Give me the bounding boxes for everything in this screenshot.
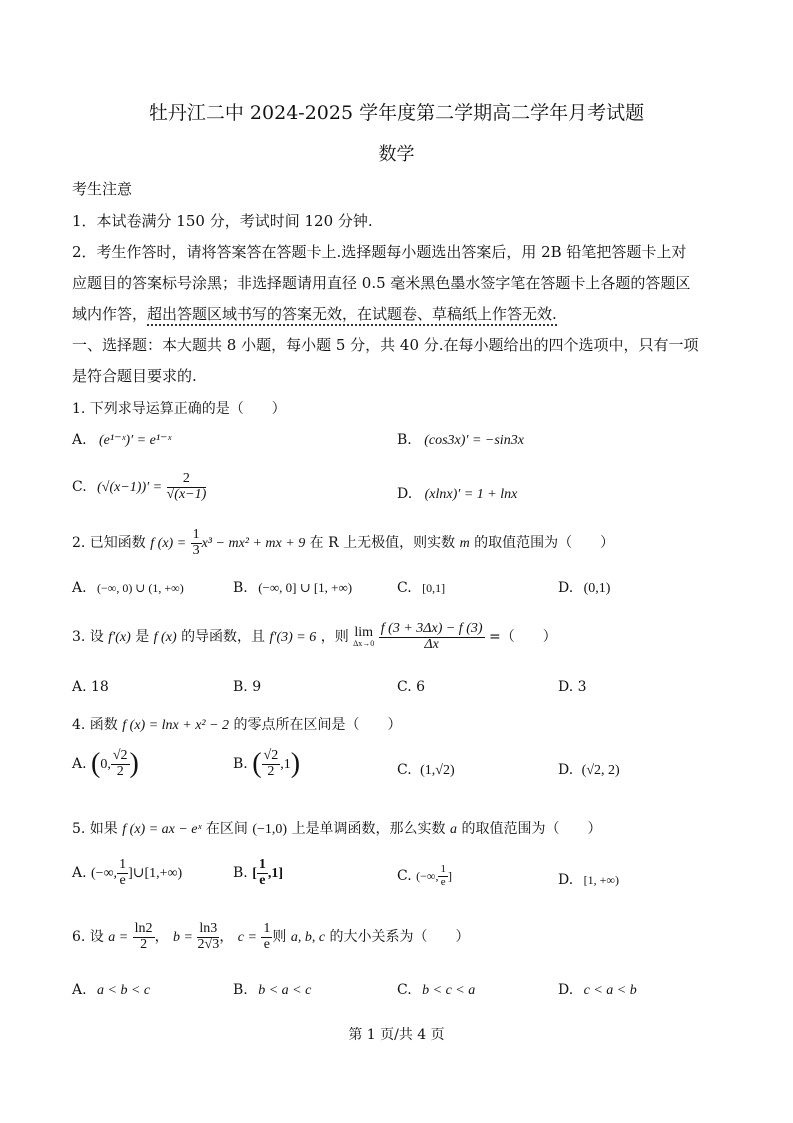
option-label: D. [558,580,574,596]
math-expr: b < c < a [422,983,476,998]
exam-title: 牡丹江二中 2024-2025 学年度第二学期高二学年月考试题 [148,102,645,124]
math-expr: (−∞, 0] ∪ [1, +∞) [258,580,353,595]
fraction [111,749,130,779]
stem-text: 是 [135,629,150,646]
q3-option-a: A. 18 [72,679,109,695]
numerator: 1 [440,863,446,875]
fraction [261,922,272,952]
q3-option-d: D. 3 [558,679,587,695]
notice-item-2-line-1: 2．考生作答时，请将答案答在答题卡上.选择题每小题选出答案后，用 2B 铅笔把答题卡上对 [72,243,687,261]
option-label: B. [397,432,412,448]
question-4-stem [72,714,402,734]
option-label: B. [233,756,248,772]
stem-text: 6. 设 [72,929,104,946]
math-expr: a < b < c [97,983,151,998]
stem-text: 则 [272,929,287,946]
q4-option-c: C. (1,√2) [397,762,455,778]
math-expr: (−∞, [91,866,118,882]
stem-text: 4. 函数 [72,717,118,733]
numerator: 1 [263,921,271,936]
option-label: A. [72,982,87,998]
question-2-stem [72,528,614,558]
math-expr: b = [173,930,193,946]
fraction [191,528,202,558]
notice-item-2-line-3 [72,303,557,324]
q5-option-a [72,858,182,888]
math-expr: a = [108,930,129,946]
math-expr: f (x) [153,630,177,646]
math-expr: ] [447,869,452,884]
notice-item-1: 1．本试卷满分 150 分，考试时间 120 分钟. [72,212,373,230]
option-label: C. [397,982,412,998]
numerator: √2 [263,747,279,763]
option-label: B. [233,865,248,882]
option-label: A. [72,580,87,596]
stem-text: =（ ） [488,629,557,646]
math-expr: x³ − mx² + mx + 9 [201,536,306,552]
notice-heading: 考生注意 [72,180,133,198]
fraction [117,858,128,888]
option-label: D. [558,872,574,888]
denominator: e [259,872,266,888]
limit-operator [353,626,374,649]
math-var: a [450,822,458,837]
section-instructions-line-1: 一、选择题：本大题共 8 小题，每小题 5 分，共 40 分.在每小题给出的四个选项中，只有一项 [72,336,699,354]
q6-option-c [397,982,475,999]
math-expr: f′(x) [108,630,131,646]
q4-option-b: B. ( $\frac{√2}{2}$ ,1) [233,747,301,779]
stem-text: 3. 设 [72,629,104,646]
q6-option-a [72,982,150,999]
math-expr: (0,1) [583,581,611,596]
option-label: C. [397,868,412,885]
section-instructions-line-2: 是符合题目要求的. [72,367,197,385]
numerator: f (3 + 3Δx) − f (3) [380,621,483,636]
math-expr: f (x) = ax − eˣ [122,822,202,837]
option-label: C. [72,479,87,496]
denominator: e [263,936,270,952]
stem-text: 的取值范围为（ ） [461,821,602,837]
q5-option-c [397,864,452,888]
numerator: √2 [112,747,128,763]
q4-option-d: D. (√2, 2) [558,762,620,778]
stem-text: 的取值范围为（ ） [474,535,615,552]
denominator: 2 [267,763,275,779]
fraction [438,864,448,888]
option-label: D. [397,486,413,502]
q3-option-b: B. 9 [233,679,262,695]
numerator: ln3 [199,921,218,936]
math-expr: 0, [100,757,111,772]
notice-item-2-line-2: 应题目的答案标号涂黑；非选择题请用直径 0.5 毫米黑色墨水签字笔在答题卡上各题的答题区 [72,274,691,292]
denominator: e [440,875,446,888]
fraction [167,472,207,502]
stem-text: 在 R 上无极值，则实数 [309,535,456,552]
q4-option-a: A. (0, $\frac{√2}{2}$ ) [72,747,139,779]
stem-text: ，则 [320,629,349,646]
denominator: e [119,872,126,888]
q5-option-b [233,858,283,888]
q3-option-c: C. 6 [397,679,426,695]
math-expr: ,1] [267,866,284,882]
question-1-stem: 1. 下列求导运算正确的是（ ） [72,401,286,417]
numerator: 1 [258,857,266,872]
math-expr: c < a < b [583,983,637,998]
fraction [262,749,281,779]
math-expr: f (x) = lnx + x² − 2 [122,718,230,733]
math-expr: (e¹⁻ˣ)′ = e¹⁻ˣ [99,433,172,448]
option-label: D. [558,762,574,778]
stem-text: 上是单调函数，那么实数 [291,821,446,837]
question-3-stem [72,622,557,652]
lim-text: lim [354,624,374,640]
math-expr: (√(x−1))′ = [97,480,163,496]
denominator: 2√3 [197,936,220,952]
stem-text: 的导函数，且 [181,629,266,646]
denominator: √(x−1) [166,486,207,502]
math-expr: [0,1] [422,581,446,595]
q1-option-c [72,472,206,502]
numerator: ln2 [134,921,153,936]
denominator: 3 [192,542,200,558]
math-expr: f (x) = [150,536,187,552]
emphasis-text: 超出答题区域书写的答案无效，在试题卷、草稿纸上作答无效. [147,305,557,326]
math-expr: ,1 [280,757,291,772]
math-expr: (−1,0) [252,822,288,837]
question-6-stem: 6. 设 a = $\frac{\ln 2}{2}$ ， b = $\frac{\ln 3}{2√3}$ ， c = $\frac{1}{e}$ 则 a, b, c 的大小关系为（ ） [72,921,470,952]
math-expr: 1,√2 [424,763,450,778]
page-footer: 第 1 页/共 4 页 [348,1027,445,1043]
question-5-stem [72,818,601,838]
denominator: Δx [424,636,439,652]
math-expr: √2, 2 [586,763,615,778]
notice-text: 域内作答， [72,305,148,323]
math-expr: [ [252,866,257,882]
numerator: 1 [192,527,200,542]
fraction [257,858,268,888]
denominator: 2 [140,936,148,952]
fraction [133,922,155,952]
option-label: C. [397,580,412,596]
option-label: C. [397,762,412,778]
subject-title: 数学 [378,144,415,165]
option-label: A. [72,432,87,448]
option-label: A. [72,756,87,772]
stem-text: 5. 如果 [72,821,118,837]
q1-option-b [397,432,524,449]
lim-subscript: Δx→0 [353,639,375,649]
q1-option-a [72,432,171,449]
numerator: 2 [167,472,207,488]
q5-option-d [558,872,619,888]
math-expr: (−∞, [416,869,439,884]
q2-option-b [233,580,352,596]
option-label: B. [233,580,248,596]
q1-option-d [397,486,517,503]
denominator: 2 [116,763,124,779]
option-label: D. [558,982,574,998]
option-label: B. [233,982,248,998]
stem-text: 的零点所在区间是（ ） [233,717,402,733]
math-var: m [459,536,470,552]
math-expr: f′(3) = 6 [269,630,317,646]
stem-text: 的大小关系为（ ） [329,929,470,946]
math-expr: (cos3x)′ = −sin3x [424,433,524,448]
q6-option-b [233,982,311,999]
q2-option-d [558,580,610,597]
math-expr: c = [237,930,257,946]
fraction [197,922,219,952]
q6-option-d [558,982,637,999]
math-expr: (xlnx)′ = 1 + lnx [424,487,518,502]
numerator: 1 [119,857,127,872]
option-label: A. [72,865,87,882]
math-expr: [1, +∞) [583,873,619,887]
math-expr: (−∞, 0) ∪ (1, +∞) [97,581,184,595]
math-expr: ]∪[1,+∞) [128,866,183,882]
q2-option-c [397,580,445,596]
math-expr: b < a < c [258,983,312,998]
fraction [379,622,485,652]
math-expr: a, b, c [290,930,326,946]
q2-option-a [72,580,184,596]
stem-text: 在区间 [205,821,248,837]
stem-text: 2. 已知函数 [72,535,146,552]
